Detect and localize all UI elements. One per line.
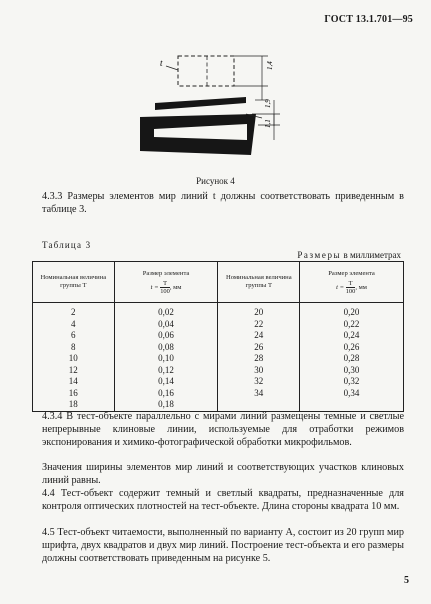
table-row: 12 0,12 30 0,30 — [33, 365, 404, 377]
paragraph-4-5: 4.5 Тест-объект читаемости, выполненный по варианту А, состоит из 20 групп мир шрифта, двух квадратов и двух мир линий. Построение тест-объекта и его размеры должны соответствовать приведенным на рисунке 5. — [42, 527, 404, 564]
dim-1-9: 1,9 — [264, 99, 272, 108]
table-row: 4 0,04 22 0,22 — [33, 319, 404, 331]
paragraph-4-3-3: 4.3.3 Размеры элементов мир линий t должны соответствовать приведенным в таблице 3. — [42, 191, 404, 215]
dim-1-4: 1,4 — [266, 61, 274, 70]
page-number: 5 — [404, 575, 409, 586]
table-row: 6 0,06 24 0,24 — [33, 330, 404, 342]
dim-1-1: 1,1 — [264, 119, 272, 128]
paragraph-4-4: 4.4 Тест-объект содержит темный и светлый квадраты, предназначенные для контроля оптических плотностей на тест-объекте. Длина стороны квадрата 10 мм. — [42, 488, 404, 512]
label-t: t — [160, 58, 163, 68]
table-label: Таблица 3 — [42, 240, 92, 250]
table-3 — [32, 261, 404, 412]
col-header-group-1: Номинальная величина группы T — [33, 262, 115, 303]
table-row: 8 0,08 26 0,26 — [33, 342, 404, 354]
table-row: 16 0,16 34 0,34 — [33, 388, 404, 400]
document-code: ГОСТ 13.1.701—95 — [324, 14, 413, 25]
col-header-size-1: Размер элемента t = $\frac{T}{100}$ , мм — [114, 262, 218, 303]
col-header-size-2: Размер элемента t = $\frac{T}{100}$ , мм — [300, 262, 404, 303]
paragraph-values-equal: Значения ширины элементов мир линий и соответствующих участков клиновых линий равны. — [42, 462, 404, 486]
table-units: Размеры в миллиметрах — [297, 250, 401, 260]
dashed-element-outline — [178, 56, 234, 86]
table-row: 14 0,14 32 0,32 — [33, 376, 404, 388]
figure-4-drawing — [0, 0, 431, 180]
table-row: 2 0,02 20 0,20 — [33, 303, 404, 319]
table-row: 18 0,18 — [33, 399, 404, 411]
figure-caption: Рисунок 4 — [196, 176, 235, 186]
col-header-group-2: Номинальная величина группы T — [218, 262, 300, 303]
wedge-line-dark — [155, 97, 246, 110]
table-row: 10 0,10 28 0,28 — [33, 353, 404, 365]
paragraph-4-3-4: 4.3.4 В тест-объекте параллельно с мирами линий размещены темные и светлые непрерывные клиновые линии, используемые для отработки режимов экспонирования и химико-фотографической обработки микрофильмов. — [42, 411, 404, 448]
